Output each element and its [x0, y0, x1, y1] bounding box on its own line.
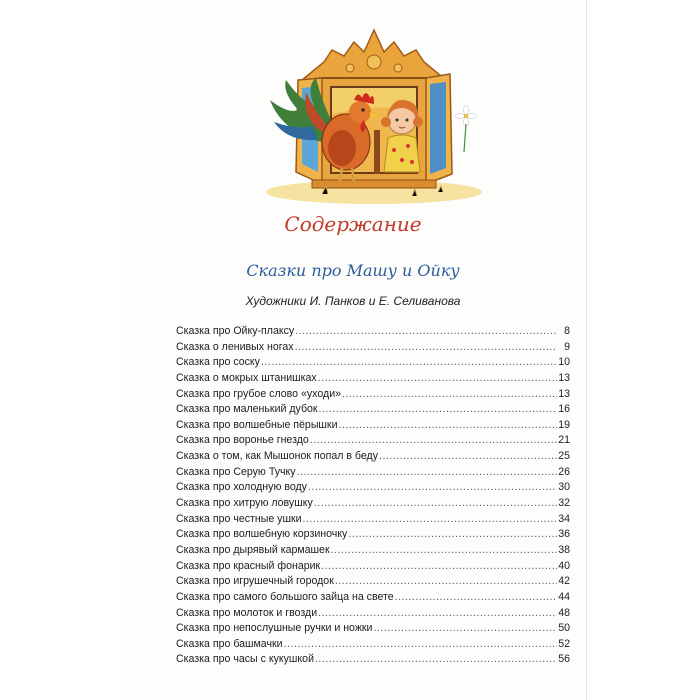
rooster-window-illustration-icon [262, 22, 486, 204]
toc-entry-page: 26 [558, 465, 570, 478]
dot-leader [315, 653, 557, 665]
toc-entry-title: Сказка про игрушечный городок [176, 575, 334, 588]
toc-entry [176, 388, 570, 404]
toc-entry [176, 575, 570, 591]
toc-entry-page: 36 [558, 528, 570, 541]
toc-entry-title: Сказка о ленивых ногах [176, 340, 294, 353]
toc-entry [176, 560, 570, 576]
toc-entry-page: 48 [558, 606, 570, 619]
toc-entry-title: Сказка про Ойку-плаксу [176, 325, 295, 337]
page-edge [586, 0, 587, 700]
toc-entry-page: 32 [558, 497, 570, 510]
toc-entry-page: 8 [564, 325, 570, 337]
dot-leader [348, 528, 557, 540]
dot-leader [379, 450, 557, 462]
toc-entry [176, 466, 570, 482]
dot-leader [319, 403, 557, 415]
toc-entry-page: 38 [558, 543, 570, 556]
toc-entry-page: 19 [558, 418, 570, 431]
toc-entry-title: Сказка про Серую Тучку [176, 465, 296, 478]
toc-entry-title: Сказка про часы с кукушкой [176, 653, 314, 666]
toc-entry-page: 50 [558, 622, 570, 635]
toc-entry-title: Сказка про самого большого зайца на свете [176, 590, 394, 603]
toc-entry-title: Сказка про красный фонарик [176, 559, 321, 572]
toc-entry [176, 341, 570, 357]
dot-leader [303, 513, 557, 525]
toc-entry-page: 16 [558, 403, 570, 416]
toc-entry-page: 13 [558, 371, 570, 384]
toc-entry-page: 21 [558, 434, 570, 447]
toc-entry [176, 638, 570, 654]
contents-title: Содержание [284, 212, 422, 236]
toc-entry-title: Сказка про дырявый кармашек [176, 543, 330, 556]
toc-entry-title: Сказка про воронье гнездо [176, 434, 309, 447]
toc-entry-title: Сказка про хитрую ловушку [176, 497, 313, 510]
toc-entry [176, 653, 570, 669]
dot-leader [339, 419, 558, 431]
toc-entry-page: 25 [558, 450, 570, 463]
toc-entry-title: Сказка про молоток и гвозди [176, 606, 318, 619]
toc-entry-page: 56 [558, 653, 570, 666]
toc-entry [176, 403, 570, 419]
toc-entry-title: Сказка про соску [176, 356, 260, 369]
toc-entry [176, 434, 570, 450]
toc-entry-page: 52 [558, 637, 570, 650]
toc-entry-page: 13 [558, 387, 570, 400]
dot-leader [284, 638, 557, 650]
toc-entry [176, 372, 570, 388]
dot-leader [318, 372, 557, 384]
dot-leader [335, 575, 557, 587]
toc-entry-title: Сказка про холодную воду [176, 481, 307, 494]
dot-leader [331, 544, 557, 556]
dot-leader [395, 591, 557, 603]
toc-entry-page: 9 [564, 340, 570, 353]
toc-entry-page: 34 [558, 512, 570, 525]
toc-entry-page: 30 [558, 481, 570, 494]
toc-entry-title: Сказка про волшебную корзиночку [176, 528, 348, 541]
toc-entry-title: Сказка про честные ушки [176, 512, 302, 525]
toc-entry [176, 497, 570, 513]
artists-credit: Художники И. Панков и Е. Селиванова [245, 294, 461, 308]
toc-entry-page: 40 [558, 559, 570, 572]
toc-entry [176, 513, 570, 529]
dot-leader [373, 622, 557, 634]
dot-leader [310, 434, 557, 446]
toc-entry [176, 544, 570, 560]
toc-entry [176, 450, 570, 466]
toc-entry-title: Сказка про волшебные пёрышки [176, 418, 338, 431]
toc-entry [176, 528, 570, 544]
dot-leader [308, 481, 557, 493]
toc-entry [176, 607, 570, 623]
toc-entry-title: Сказка про непослушные ручки и ножки [176, 622, 373, 635]
toc-entry [176, 591, 570, 607]
toc-entry-title: Сказка о том, как Мышонок попал в беду [176, 450, 379, 463]
toc-entry [176, 419, 570, 435]
toc-entry [176, 622, 570, 638]
dot-leader [295, 325, 557, 337]
toc-entry-title: Сказка о мокрых штанишках [176, 371, 317, 384]
toc-entry-page: 10 [558, 356, 570, 369]
table-of-contents [176, 325, 570, 669]
toc-entry-title: Сказка про грубое слово «уходи» [176, 387, 342, 400]
dot-leader [261, 356, 557, 368]
toc-entry-page: 44 [558, 590, 570, 603]
toc-entry-title: Сказка про маленький дубок [176, 403, 318, 416]
dot-leader [295, 341, 557, 353]
dot-leader [318, 607, 557, 619]
dot-leader [314, 497, 557, 509]
toc-entry-title: Сказка про башмачки [176, 637, 283, 650]
section-title: Сказки про Машу и Ойку [246, 261, 460, 280]
toc-entry-page: 42 [558, 575, 570, 588]
toc-entry [176, 356, 570, 372]
dot-leader [342, 388, 557, 400]
dot-leader [321, 560, 557, 572]
toc-entry [176, 481, 570, 497]
dot-leader [297, 466, 557, 478]
toc-entry [176, 325, 570, 341]
